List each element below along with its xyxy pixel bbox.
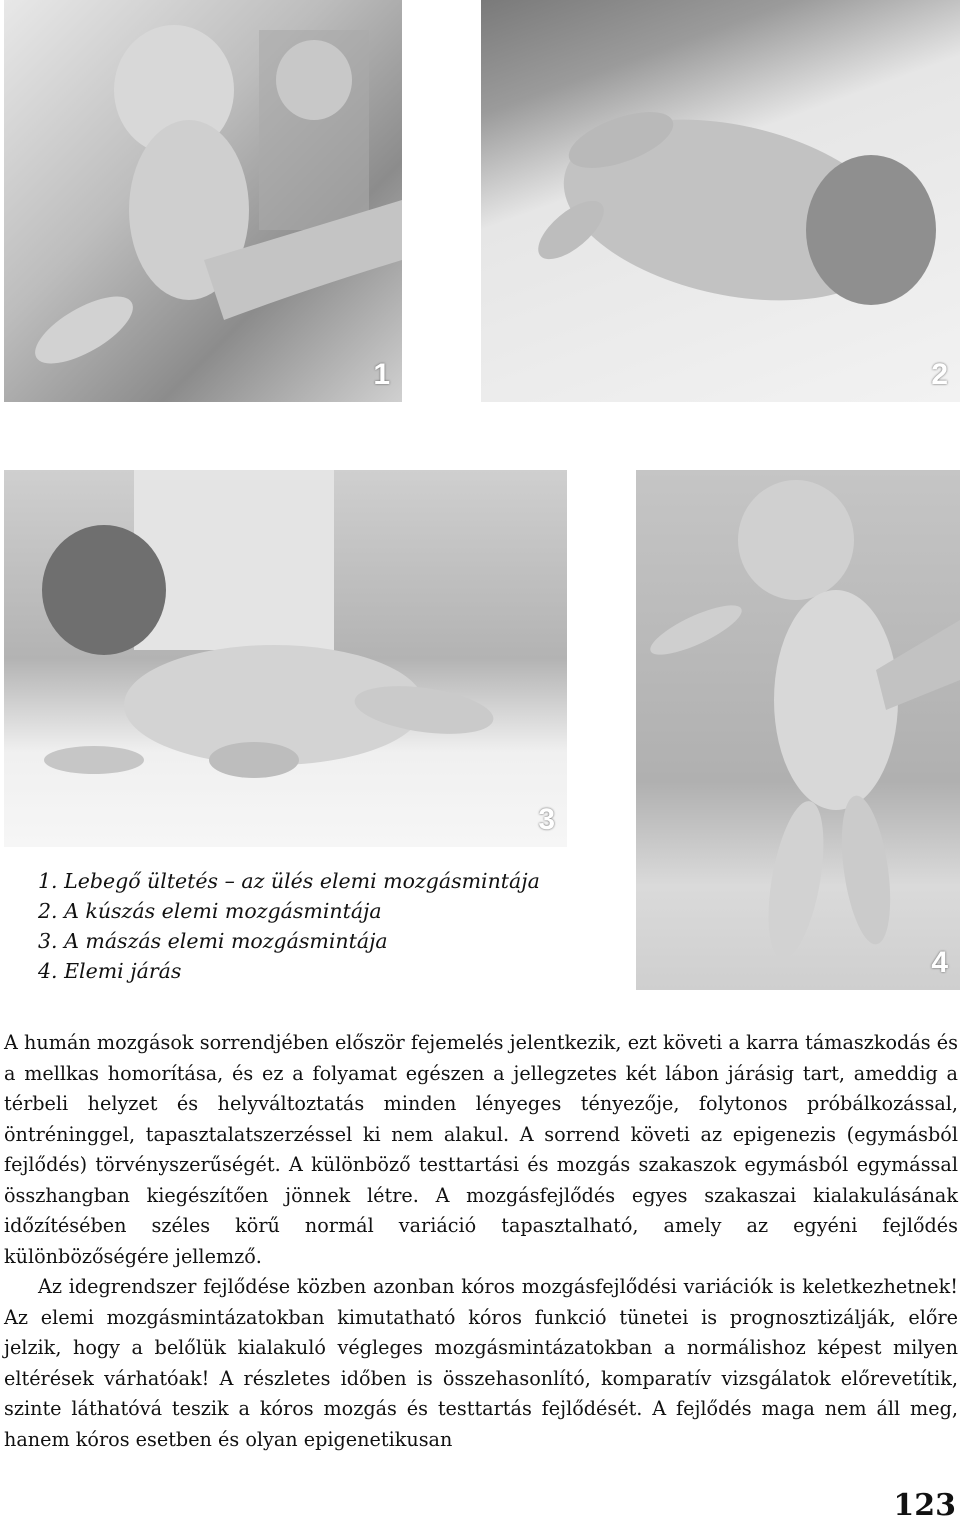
paragraph-2: Az idegrendszer fejlődése közben azonban kóros mozgásfejlődési variációk is keletkezhetnek! Az elemi mozgásmintázatokban kimutatható kóros funkció tünetei is prognosztizálják, előre jelzik, hogy a belőlük kialakuló végleges mozgásmintázatokban a normálishoz képest milyen eltérések várhatóak! A részletes időben is összehasonlító, komparatív vizsgálatok előrevetítik, szinte láthatóvá teszik a kóros mozgás és testtartás fejlődését. A fejlődés maga nem áll meg, hanem kóros esetben és olyan epigenetikusan [4, 1275, 958, 1451]
photo-3 [4, 470, 567, 847]
caption-1: 1. Lebegő ültetés – az ülés elemi mozgásmintája [38, 869, 540, 893]
page-number: 123 [893, 1488, 956, 1523]
caption-4: 4. Elemi járás [38, 959, 182, 983]
body-text [4, 1028, 958, 1455]
photo-number: 4 [931, 946, 948, 979]
photo-2-illustration [481, 0, 960, 402]
photo-1 [4, 0, 402, 402]
photo-4-illustration [636, 470, 960, 990]
photo-1-illustration [4, 0, 402, 402]
paragraph-1: A humán mozgások sorrendjében először fejemelés jelentkezik, ezt követi a karra támaszkodás és a mellkas homorítása, és ez a folyamat egészen a jellegzetes két lábon járásig tart, ameddig a térbeli helyzet és helyváltoztatás minden lényeges tényezője, folytonos próbálkozással, öntréninggel, tapasztalatszerzéssel ki nem alakul. A sorrend követi az epigenezis (egymásból fejlődés) törvényszerűségét. A különböző testtartási és mozgás szakaszok egymásból egymással összhangban kiegészítően jönnek létre. A mozgásfejlődés egyes szakaszai kialakulásának időzítésében széles körű normál variáció tapasztalható, amely az egyéni fejlődés különbözőségére jellemző. [4, 1031, 958, 1268]
photo-captions [38, 866, 540, 986]
photo-number: 1 [373, 358, 390, 391]
photo-number: 2 [931, 358, 948, 391]
caption-2: 2. A kúszás elemi mozgásmintája [38, 899, 382, 923]
photo-number: 3 [538, 803, 555, 836]
photo-4 [636, 470, 960, 990]
photo-3-illustration [4, 470, 567, 847]
photo-2 [481, 0, 960, 402]
caption-3: 3. A mászás elemi mozgásmintája [38, 929, 388, 953]
